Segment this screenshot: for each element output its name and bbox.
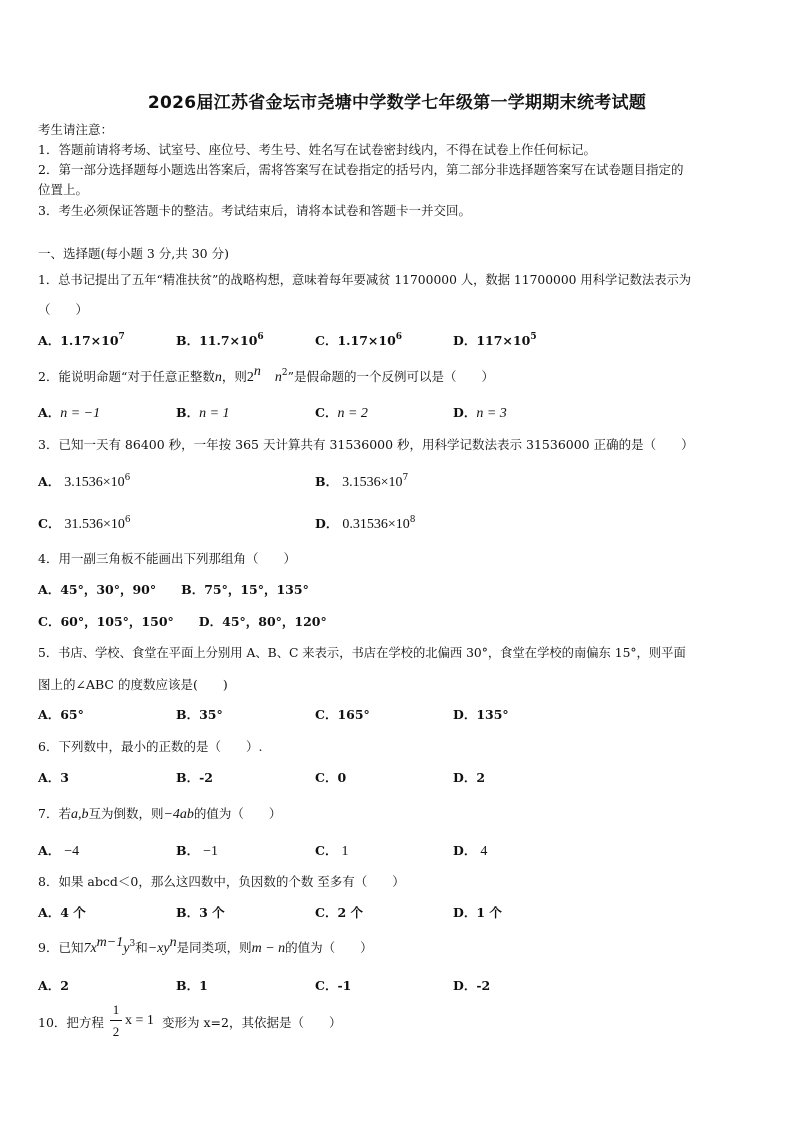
notice-item-3: 3．考生必须保证答题卡的整洁。考试结束后，请将本试卷和答题卡一并交回。 <box>38 203 471 218</box>
q8-option-b[interactable]: B．3 个 <box>176 905 225 920</box>
notice-item-1: 1．答题前请将考场、试室号、座位号、考生号、姓名写在试卷密封线内，不得在试卷上作任何标记。 <box>38 142 596 157</box>
q7-option-d[interactable]: D． 4 <box>453 843 488 859</box>
q1-option-c[interactable]: C．$1.17\times 10^6$ <box>315 332 403 348</box>
q6-option-b[interactable]: B．-2 <box>176 770 213 785</box>
q7-option-a[interactable]: A． −4 <box>38 843 80 859</box>
q6-option-d[interactable]: D．2 <box>453 770 486 785</box>
q5-stem-cont: 图上的∠ABC 的度数应该是( ) <box>38 677 228 692</box>
q5-option-c[interactable]: C．165° <box>315 707 370 722</box>
q10-stem-suffix: 变形为 x=2，其依据是（ ） <box>162 1015 342 1030</box>
q8-stem: 8．如果 abcd＜0，那么这四数中，负因数的个数 至多有（ ） <box>38 874 405 889</box>
q2-stem: 2．能说明命题“对于任意正整数n，则2$^n$ $n^2$”是假命题的一个反例可以是（ ） <box>38 364 495 385</box>
q9-option-b[interactable]: B．1 <box>176 978 208 993</box>
q1-option-d[interactable]: D．$117\times 10^5$ <box>453 332 537 348</box>
q3-option-d[interactable]: D． $0.31536\times 10^8$ <box>315 515 416 532</box>
q3-option-a[interactable]: A． $3.1536\times 10^6$ <box>38 473 131 490</box>
q10-fraction-bar <box>110 1020 122 1021</box>
q4-options-cd[interactable]: C．60°，105°，150° D．45°，80°，120° <box>38 614 327 629</box>
section-heading: 一、选择题(每小题 3 分,共 30 分) <box>38 246 229 261</box>
q5-option-b[interactable]: B．35° <box>176 707 223 722</box>
q3-stem: 3．已知一天有 86400 秒，一年按 365 天计算共有 31536000 秒，用科学记数法表示 31536000 正确的是（ ） <box>38 437 694 452</box>
q5-option-d[interactable]: D．135° <box>453 707 509 722</box>
q2-option-b[interactable]: B．n = 1 <box>176 405 230 421</box>
q5-stem: 5．书店、学校、食堂在平面上分别用 A、B、C 来表示，书店在学校的北偏西 30°，食堂在学校的南偏东 15°，则平面 <box>38 646 686 660</box>
q4-options-ab[interactable]: A．45°，30°，90° B．75°，15°，135° <box>38 582 309 597</box>
page-title: 2026届江苏省金坛市尧塘中学数学七年级第一学期期末统考试题 <box>147 93 647 113</box>
q10-equation: x = 1 <box>125 1013 154 1028</box>
q5-option-a[interactable]: A．65° <box>38 707 84 722</box>
q3-option-c[interactable]: C． $31.536\times 10^6$ <box>38 515 131 532</box>
q6-option-c[interactable]: C．0 <box>315 770 347 785</box>
q6-option-a[interactable]: A．3 <box>38 770 69 785</box>
q9-stem: 9．已知$7x^{m-1}y^3$和$-xy^n$是同类项，则m − n的值为（ ） <box>38 935 373 956</box>
q7-stem: 7．若a,b互为倒数，则−4ab的值为（ ） <box>38 806 282 822</box>
q9-option-c[interactable]: C．-1 <box>315 978 352 993</box>
notice-item-2: 2．第一部分选择题每小题选出答案后，需将答案写在试卷指定的括号内，第二部分非选择题答案写在试卷题目指定的 <box>38 162 684 177</box>
q1-option-a[interactable]: A．$1.17\times 10^7$ <box>38 332 125 348</box>
notice-heading: 考生请注意： <box>38 122 114 137</box>
q1-stem: 1．总书记提出了五年“精准扶贫”的战略构想，意味着每年要减贫 11700000 人，数据 11700000 用科学记数法表示为 <box>38 273 692 287</box>
q2-option-a[interactable]: A．n = −1 <box>38 405 101 421</box>
q3-option-b[interactable]: B． $3.1536\times 10^7$ <box>315 473 409 490</box>
q4-stem: 4．用一副三角板不能画出下列那组角（ ） <box>38 551 296 566</box>
q2-option-d[interactable]: D．n = 3 <box>453 405 507 421</box>
q10-fraction-denominator: 2 <box>112 1024 120 1039</box>
q9-option-d[interactable]: D．-2 <box>453 978 491 993</box>
q8-option-d[interactable]: D．1 个 <box>453 905 502 920</box>
q8-option-c[interactable]: C．2 个 <box>315 905 364 920</box>
q7-option-c[interactable]: C． 1 <box>315 843 349 859</box>
q1-paren: （ ） <box>38 302 89 317</box>
notice-item-2-cont: 位置上。 <box>38 182 89 197</box>
q6-stem: 6．下列数中，最小的正数的是（ ）. <box>38 739 263 754</box>
q8-option-a[interactable]: A．4 个 <box>38 905 86 920</box>
q10-fraction-numerator: 1 <box>112 1002 120 1017</box>
q9-option-a[interactable]: A．2 <box>38 978 69 993</box>
q10-stem-prefix: 10．把方程 <box>38 1015 104 1030</box>
q1-option-b[interactable]: B．$11.7\times 10^6$ <box>176 332 264 348</box>
q7-option-b[interactable]: B． −1 <box>176 843 218 859</box>
q2-option-c[interactable]: C．n = 2 <box>315 405 368 421</box>
